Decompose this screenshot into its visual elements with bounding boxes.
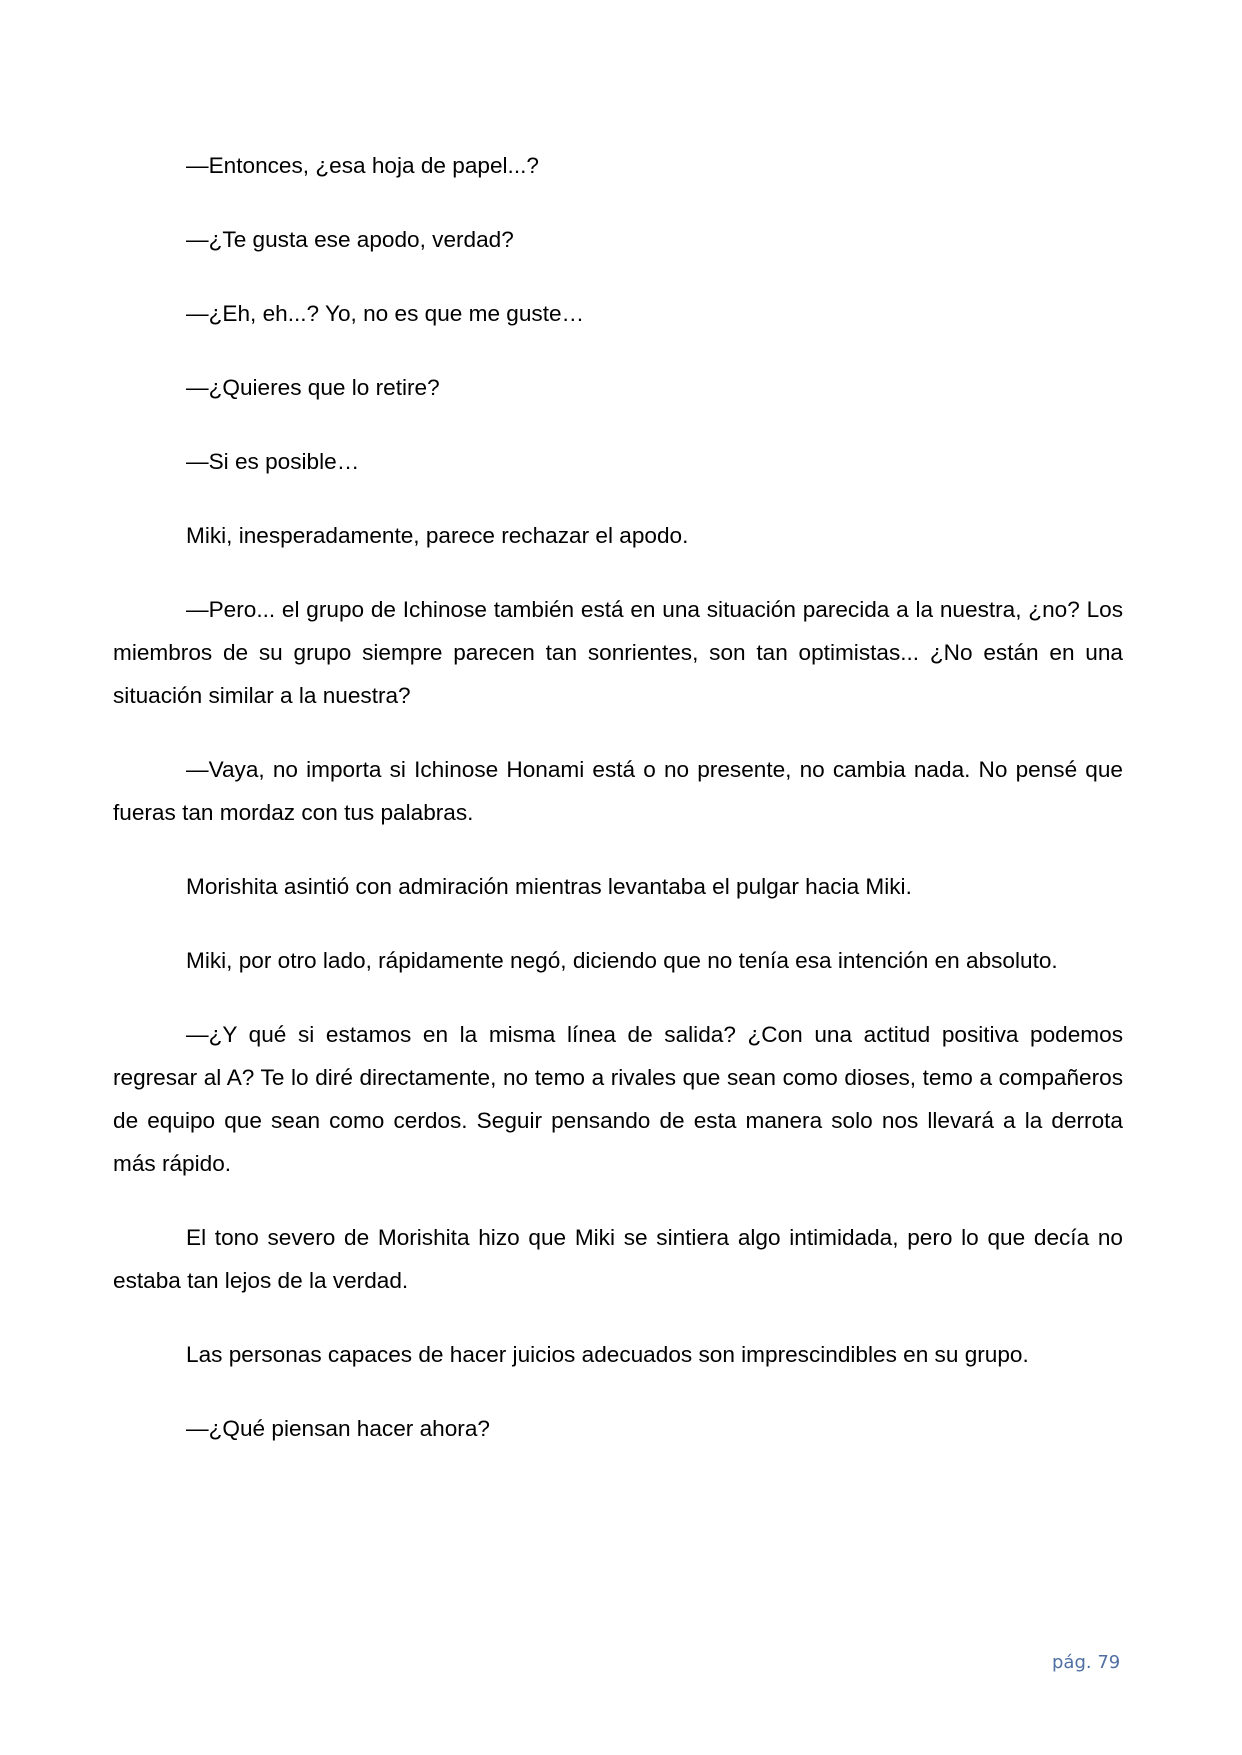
- paragraph: —Pero... el grupo de Ichinose también está en una situación parecida a la nuestra, ¿no? Los miembros de su grupo siempre parecen tan sonrientes, son tan optimistas... ¿No están en una situación similar a la nuestra?: [113, 597, 1123, 708]
- paragraph: Miki, por otro lado, rápidamente negó, diciendo que no tenía esa intención en absoluto.: [186, 948, 1058, 973]
- paragraph: —Entonces, ¿esa hoja de papel...?: [186, 153, 539, 178]
- page-number: pág. 79: [1052, 1652, 1121, 1673]
- paragraph: —¿Qué piensan hacer ahora?: [186, 1416, 490, 1441]
- paragraph: —Vaya, no importa si Ichinose Honami está o no presente, no cambia nada. No pensé que fueras tan mordaz con tus palabras.: [113, 757, 1123, 825]
- paragraph: —¿Te gusta ese apodo, verdad?: [186, 227, 514, 252]
- paragraph: Miki, inesperadamente, parece rechazar el apodo.: [186, 523, 689, 548]
- paragraph: El tono severo de Morishita hizo que Miki se sintiera algo intimidada, pero lo que decía no estaba tan lejos de la verdad.: [113, 1225, 1123, 1293]
- text-body: [113, 144, 1123, 1481]
- paragraph: —Si es posible…: [186, 449, 360, 474]
- paragraph: Morishita asintió con admiración mientras levantaba el pulgar hacia Miki.: [186, 874, 912, 899]
- paragraph: —¿Y qué si estamos en la misma línea de salida? ¿Con una actitud positiva podemos regresar al A? Te lo diré directamente, no temo a rivales que sean como dioses, temo a compañeros de equipo que sean como cerdos. Seguir pensando de esta manera solo nos llevará a la derrota más rápido.: [113, 1022, 1123, 1176]
- paragraph: Las personas capaces de hacer juicios adecuados son imprescindibles en su grupo.: [186, 1342, 1029, 1367]
- paragraph: —¿Quieres que lo retire?: [186, 375, 440, 400]
- paragraph: —¿Eh, eh...? Yo, no es que me guste…: [186, 301, 585, 326]
